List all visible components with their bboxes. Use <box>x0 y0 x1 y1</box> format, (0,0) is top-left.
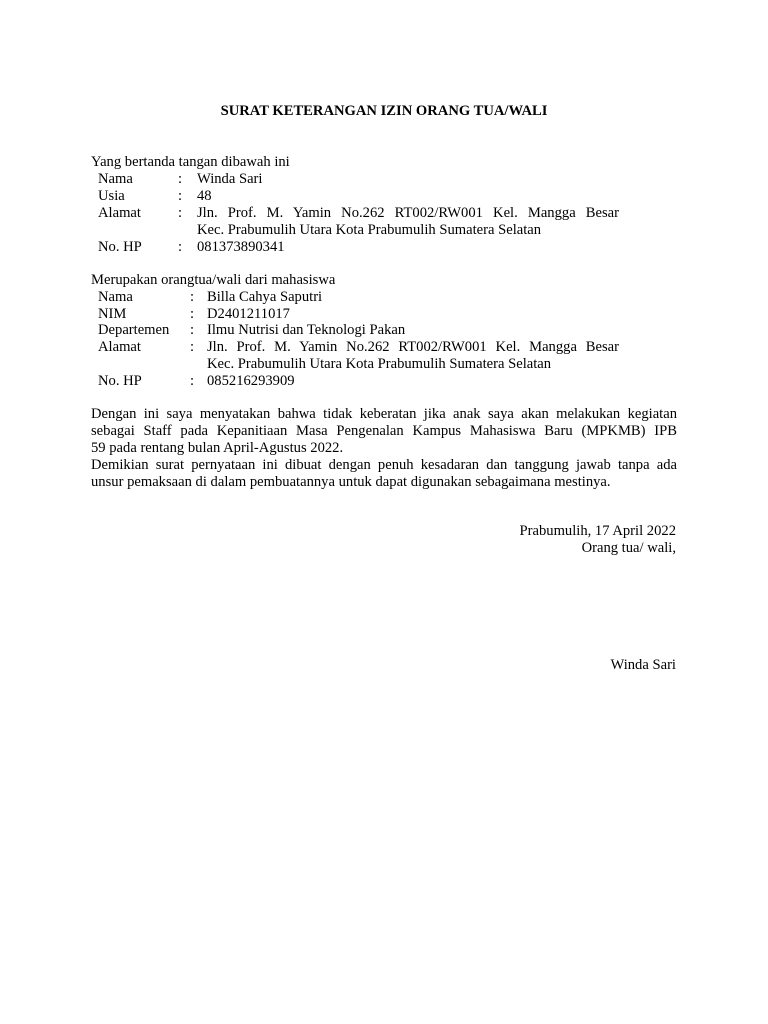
statement-line: 59 pada rentang bulan April-Agustus 2022. <box>91 440 344 456</box>
student-hp-label: No. HP <box>98 373 142 389</box>
student-alamat-line2: Kec. Prabumulih Utara Kota Prabumulih Sumatera Selatan <box>207 356 552 372</box>
student-alamat-row <box>98 339 628 356</box>
parent-hp-row <box>98 239 628 256</box>
colon: : <box>190 373 195 389</box>
colon: : <box>190 289 195 305</box>
statement-line: Dengan ini saya menyatakan bahwa tidak keberatan jika anak saya akan melakukan kegiatan <box>91 406 677 422</box>
student-departemen-value: Ilmu Nutrisi dan Teknologi Pakan <box>207 322 406 338</box>
parent-alamat-row-2 <box>98 222 628 239</box>
colon: : <box>178 171 183 187</box>
student-departemen-row <box>98 322 628 339</box>
parent-alamat-line2: Kec. Prabumulih Utara Kota Prabumulih Sumatera Selatan <box>197 222 542 238</box>
student-alamat-label: Alamat <box>98 339 141 355</box>
parent-usia-row <box>98 188 628 205</box>
colon: : <box>190 339 195 355</box>
parent-hp-value: 081373890341 <box>197 239 285 255</box>
student-alamat-row-2 <box>98 356 628 373</box>
colon: : <box>178 188 183 204</box>
student-nim-row <box>98 306 628 323</box>
colon: : <box>190 322 195 338</box>
student-nama-label: Nama <box>98 289 133 305</box>
statement-line: unsur pemaksaan di dalam pembuatannya untuk dapat digunakan sebagaimana mestinya. <box>91 474 611 490</box>
student-nim-value: D2401211017 <box>207 306 290 322</box>
statement-line: sebagai Staff pada Kepanitiaan Masa Pengenalan Kampus Mahasiswa Baru (MPKMB) IPB <box>91 423 677 439</box>
student-hp-value: 085216293909 <box>207 373 295 389</box>
student-nama-row <box>98 289 628 306</box>
statement-paragraph <box>91 406 677 491</box>
parent-usia-label: Usia <box>98 188 125 204</box>
signer-role: Orang tua/ wali, <box>581 540 676 556</box>
parent-nama-label: Nama <box>98 171 133 187</box>
student-departemen-label: Departemen <box>98 322 170 338</box>
signer-name: Winda Sari <box>610 657 676 673</box>
parent-alamat-line1: Jln. Prof. M. Yamin No.262 RT002/RW001 Kel. Mangga Besar <box>197 205 619 221</box>
colon: : <box>178 205 183 221</box>
place-date: Prabumulih, 17 April 2022 <box>519 523 676 539</box>
document-title: SURAT KETERANGAN IZIN ORANG TUA/WALI <box>220 103 548 119</box>
colon: : <box>178 239 183 255</box>
student-nim-label: NIM <box>98 306 127 322</box>
parent-intro: Yang bertanda tangan dibawah ini <box>91 154 290 170</box>
statement-line: Demikian surat pernyataan ini dibuat dengan penuh kesadaran dan tanggung jawab tanpa ada <box>91 457 677 473</box>
parent-alamat-label: Alamat <box>98 205 141 221</box>
colon: : <box>190 306 195 322</box>
parent-alamat-row <box>98 205 628 222</box>
student-intro: Merupakan orangtua/wali dari mahasiswa <box>91 272 336 288</box>
student-hp-row <box>98 373 628 390</box>
student-nama-value: Billa Cahya Saputri <box>207 289 323 305</box>
student-alamat-line1: Jln. Prof. M. Yamin No.262 RT002/RW001 Kel. Mangga Besar <box>207 339 619 355</box>
parent-nama-value: Winda Sari <box>197 171 263 187</box>
parent-usia-value: 48 <box>197 188 212 204</box>
parent-hp-label: No. HP <box>98 239 142 255</box>
parent-nama-row <box>98 171 628 188</box>
